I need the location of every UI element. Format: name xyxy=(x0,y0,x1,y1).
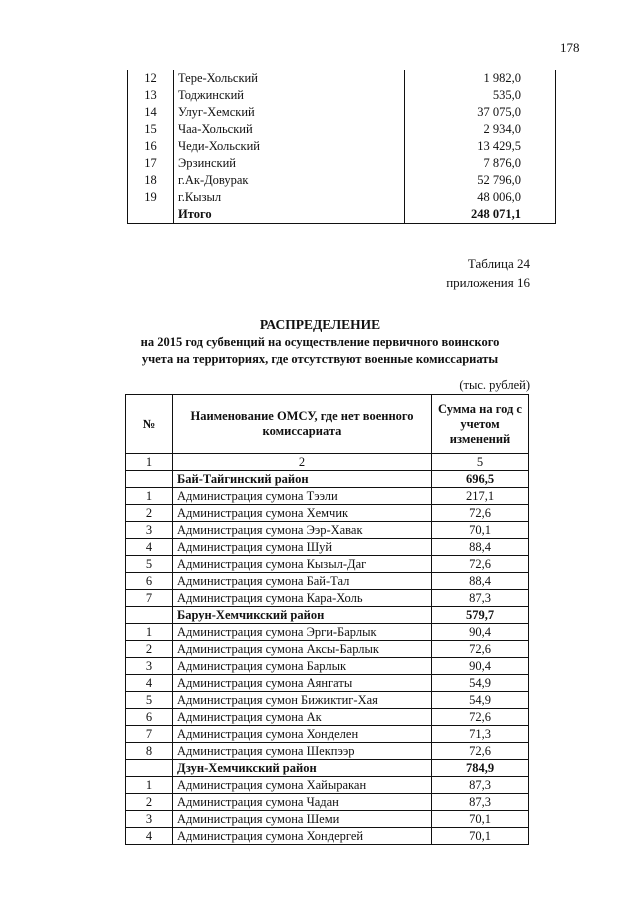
district-total: 784,9 xyxy=(432,760,529,777)
table-row xyxy=(126,658,529,675)
amount: 535,0 xyxy=(405,87,556,104)
administration-name: Администрация сумона Шеми xyxy=(173,811,432,828)
amount: 72,6 xyxy=(432,743,529,760)
administration-name: Администрация сумона Барлык xyxy=(173,658,432,675)
table-row xyxy=(126,675,529,692)
district-name: Бай-Тайгинский район xyxy=(173,471,432,488)
amount: 13 429,5 xyxy=(405,138,556,155)
header-name: Наименование ОМСУ, где нет военного комиссариата xyxy=(173,395,432,454)
row-number: 7 xyxy=(126,590,173,607)
row-number: 19 xyxy=(128,189,174,206)
amount: 87,3 xyxy=(432,794,529,811)
amount: 72,6 xyxy=(432,709,529,726)
amount: 70,1 xyxy=(432,828,529,845)
administration-name: Администрация сумона Хонделен xyxy=(173,726,432,743)
empty-cell xyxy=(126,607,173,624)
total-row xyxy=(128,206,556,224)
row-number: 3 xyxy=(126,811,173,828)
table-row xyxy=(126,743,529,760)
amount: 71,3 xyxy=(432,726,529,743)
amount: 52 796,0 xyxy=(405,172,556,189)
administration-name: Администрация сумона Эрги-Барлык xyxy=(173,624,432,641)
table-row xyxy=(128,87,556,104)
distribution-table xyxy=(125,394,529,845)
amount: 72,6 xyxy=(432,641,529,658)
row-number: 6 xyxy=(126,573,173,590)
row-number: 5 xyxy=(126,556,173,573)
table-row xyxy=(126,777,529,794)
amount: 1 982,0 xyxy=(405,70,556,87)
amount: 72,6 xyxy=(432,505,529,522)
municipality-name: Тоджинский xyxy=(174,87,405,104)
municipality-name: Эрзинский xyxy=(174,155,405,172)
amount: 88,4 xyxy=(432,539,529,556)
table-row xyxy=(126,811,529,828)
table-row xyxy=(126,539,529,556)
row-number: 4 xyxy=(126,539,173,556)
table-row xyxy=(126,573,529,590)
amount: 54,9 xyxy=(432,675,529,692)
table-row xyxy=(126,709,529,726)
table-row xyxy=(126,522,529,539)
empty-cell xyxy=(126,760,173,777)
table-row xyxy=(126,505,529,522)
table-row xyxy=(126,590,529,607)
administration-name: Администрация сумона Хайыракан xyxy=(173,777,432,794)
administration-name: Администрация сумона Чадан xyxy=(173,794,432,811)
district-name: Барун-Хемчикский район xyxy=(173,607,432,624)
row-number: 6 xyxy=(126,709,173,726)
row-number: 1 xyxy=(126,488,173,505)
table-row xyxy=(126,556,529,573)
amount: 37 075,0 xyxy=(405,104,556,121)
empty-cell xyxy=(126,471,173,488)
administration-name: Администрация сумона Ээр-Хавак xyxy=(173,522,432,539)
column-numbering-row xyxy=(126,454,529,471)
table-row xyxy=(126,794,529,811)
table-row xyxy=(126,828,529,845)
amount: 54,9 xyxy=(432,692,529,709)
document-subtitle xyxy=(100,334,540,368)
amount: 90,4 xyxy=(432,658,529,675)
units-note: (тыс. рублей) xyxy=(459,378,530,392)
amount: 72,6 xyxy=(432,556,529,573)
row-number: 14 xyxy=(128,104,174,121)
column-number: 2 xyxy=(173,454,432,471)
district-row xyxy=(126,760,529,777)
administration-name: Администрация сумона Бай-Тал xyxy=(173,573,432,590)
table-row xyxy=(128,155,556,172)
header-sum: Сумма на год с учетом изменений xyxy=(432,395,529,454)
row-number: 2 xyxy=(126,794,173,811)
municipality-name: г.Кызыл xyxy=(174,189,405,206)
table-row xyxy=(128,172,556,189)
administration-name: Администрация сумона Кара-Холь xyxy=(173,590,432,607)
administration-name: Администрация сумона Ак xyxy=(173,709,432,726)
row-number: 7 xyxy=(126,726,173,743)
administration-name: Администрация сумона Шуй xyxy=(173,539,432,556)
row-number: 4 xyxy=(126,675,173,692)
table-row xyxy=(128,121,556,138)
amount: 2 934,0 xyxy=(405,121,556,138)
municipality-name: г.Ак-Довурак xyxy=(174,172,405,189)
district-total: 579,7 xyxy=(432,607,529,624)
table-row xyxy=(126,692,529,709)
table-row xyxy=(126,726,529,743)
continued-table xyxy=(127,70,556,224)
amount: 48 006,0 xyxy=(405,189,556,206)
administration-name: Администрация сумона Аянгаты xyxy=(173,675,432,692)
row-number: 15 xyxy=(128,121,174,138)
table-row xyxy=(128,189,556,206)
administration-name: Администрация сумон Бижиктиг-Хая xyxy=(173,692,432,709)
row-number: 13 xyxy=(128,87,174,104)
row-number: 1 xyxy=(126,777,173,794)
administration-name: Администрация сумона Аксы-Барлык xyxy=(173,641,432,658)
municipality-name: Тере-Хольский xyxy=(174,70,405,87)
row-number: 16 xyxy=(128,138,174,155)
municipality-name: Улуг-Хемский xyxy=(174,104,405,121)
header-num: № xyxy=(126,395,173,454)
total-label: Итого xyxy=(174,206,405,224)
administration-name: Администрация сумона Хондергей xyxy=(173,828,432,845)
row-number: 8 xyxy=(126,743,173,760)
row-number: 18 xyxy=(128,172,174,189)
municipality-name: Чаа-Хольский xyxy=(174,121,405,138)
amount: 7 876,0 xyxy=(405,155,556,172)
table-row xyxy=(128,70,556,87)
administration-name: Администрация сумона Шекпээр xyxy=(173,743,432,760)
table-row xyxy=(126,488,529,505)
subtitle-line-1: на 2015 год субвенций на осуществление первичного воинского xyxy=(140,335,500,349)
table-row xyxy=(126,641,529,658)
administration-name: Администрация сумона Хемчик xyxy=(173,505,432,522)
empty-cell xyxy=(128,206,174,224)
amount: 87,3 xyxy=(432,777,529,794)
administration-name: Администрация сумона Кызыл-Даг xyxy=(173,556,432,573)
row-number: 17 xyxy=(128,155,174,172)
administration-name: Администрация сумона Тээли xyxy=(173,488,432,505)
amount: 70,1 xyxy=(432,811,529,828)
district-name: Дзун-Хемчикский район xyxy=(173,760,432,777)
column-number: 5 xyxy=(432,454,529,471)
district-row xyxy=(126,471,529,488)
table-row xyxy=(126,624,529,641)
amount: 70,1 xyxy=(432,522,529,539)
amount: 217,1 xyxy=(432,488,529,505)
district-row xyxy=(126,607,529,624)
page-number: 178 xyxy=(560,40,580,55)
amount: 87,3 xyxy=(432,590,529,607)
amount: 90,4 xyxy=(432,624,529,641)
row-number: 1 xyxy=(126,624,173,641)
header-row xyxy=(126,395,529,454)
table-row xyxy=(128,138,556,155)
municipality-name: Чеди-Хольский xyxy=(174,138,405,155)
row-number: 2 xyxy=(126,641,173,658)
district-total: 696,5 xyxy=(432,471,529,488)
row-number: 3 xyxy=(126,522,173,539)
table-caption-appendix: приложения 16 xyxy=(446,275,530,290)
column-number: 1 xyxy=(126,454,173,471)
amount: 88,4 xyxy=(432,573,529,590)
total-amount: 248 071,1 xyxy=(405,206,556,224)
row-number: 3 xyxy=(126,658,173,675)
table-row xyxy=(128,104,556,121)
row-number: 12 xyxy=(128,70,174,87)
table-caption-number: Таблица 24 xyxy=(467,256,530,271)
row-number: 2 xyxy=(126,505,173,522)
document-title: РАСПРЕДЕЛЕНИЕ xyxy=(259,317,381,332)
row-number: 4 xyxy=(126,828,173,845)
subtitle-line-2: учета на территориях, где отсутствуют военные комиссариаты xyxy=(141,352,499,366)
row-number: 5 xyxy=(126,692,173,709)
